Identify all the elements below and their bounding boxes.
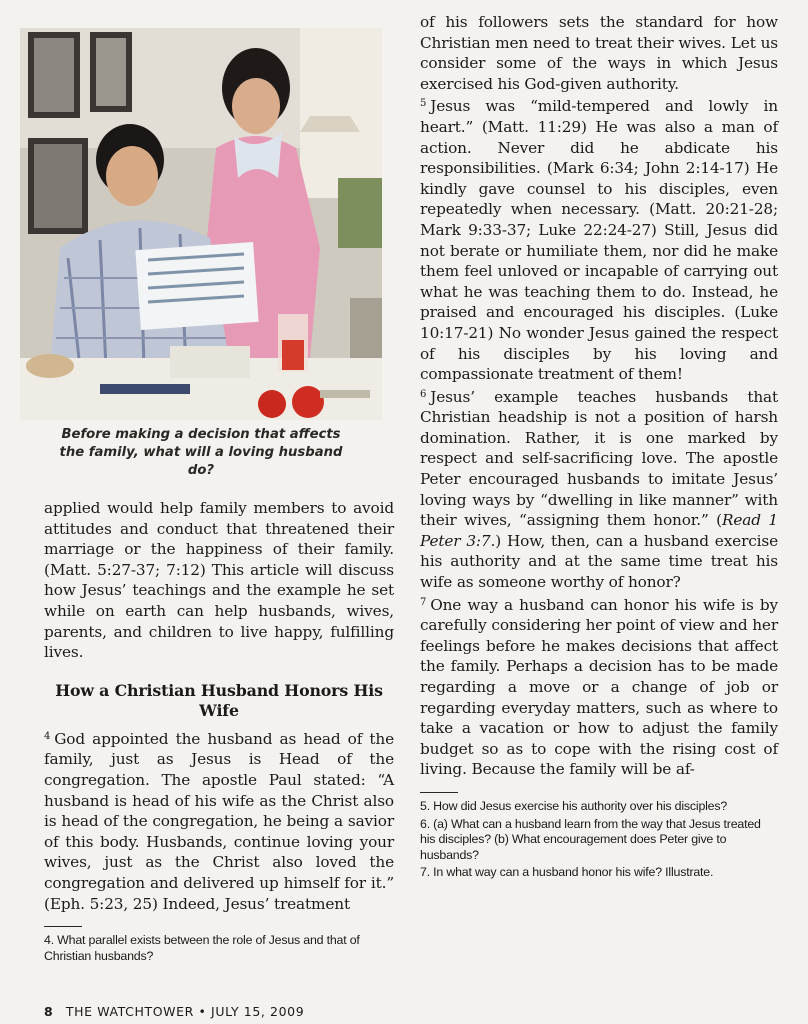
section-subheading: How a Christian Husband Honors His Wife	[55, 680, 383, 720]
paragraph-number: 4	[44, 730, 51, 742]
review-question-4: 4. What parallel exists between the role of Jesus and that of Christian husbands?	[44, 933, 360, 963]
page-footer	[44, 1004, 304, 1019]
publication-name: THE WATCHTOWER	[65, 1004, 194, 1019]
scripture-reference: Read 1 Peter 3:7.	[420, 511, 778, 550]
review-question-6: 6. (a) What can a husband learn from the way that Jesus treated his disciples? (b) What encouragement does Peter give to husbands?	[420, 816, 761, 862]
review-question-7: 7. In what way can a husband honor his wife? Illustrate.	[420, 865, 714, 880]
paragraph-text: God appointed the husband as head of the family, just as Jesus is Head of the congregation. The apostle Paul stated: “A husband is head of his wife as the Christ also is head of the congregation, he being a savior of this body. Husbands, continue loving your wives, just as the Christ also loved the congregation and delivered up himself for it.” (Eph. 5:23, 25) Indeed, Jesus’ treatment	[44, 729, 394, 913]
paragraph-text: Jesus’ example teaches husbands that Christian headship is not a position of harsh domination. Rather, it is one marked by respect and self-sacrificing love. The apostle Peter encouraged husbands to imitate Jesus’ loving ways by “dwelling in like manner” with their wives, “assigning them honor.” (	[420, 387, 778, 530]
intro-paragraph: applied would help family members to avoid attitudes and conduct that threatened their marriage or the happiness of their family. (Matt. 5:27-37; 7:12) This article will discuss how Jesus’ teachings and the example he set while on earth can help husbands, wives, parents, and children to live happy, fulfilling lives.	[44, 499, 394, 662]
footer-separator: •	[198, 1004, 207, 1019]
paragraph-4	[44, 727, 394, 914]
right-column	[420, 12, 778, 883]
paragraph-text: One way a husband can honor his wife is by carefully considering her point of view and her feelings before he makes decisions that affect the family. Perhaps a decision has to be made regarding a move or a change of job or regarding everyday matters, such as where to take a vacation or how to adjust the family budget so as to cope with the rising cost of living. Because the family will be af-	[420, 595, 778, 779]
footnotes-left	[44, 933, 394, 964]
page-number: 8	[44, 1004, 54, 1019]
article-photo	[20, 28, 382, 420]
paragraph-6	[420, 385, 778, 593]
footnote-divider	[44, 926, 82, 927]
paragraph-number: 6	[420, 388, 427, 400]
left-column	[44, 498, 394, 966]
footnotes-right	[420, 799, 778, 881]
paragraph-number: 7	[420, 596, 427, 608]
photo-caption: Before making a decision that affects the family, what will a loving husband do?	[59, 427, 343, 478]
paragraph-text: Jesus was “mild-tempered and lowly in heart.” (Matt. 11:29) He was also a man of action. Never did he abdicate his responsibilities. (Mark 6:34; John 2:14-17) He kindly gave counsel to his disciples, even repeatedly when necessary. (Matt. 20:21-28; Mark 9:33-37; Luke 22:24-27) Still, Jesus did not berate or humiliate them, nor did he make them feel unloved or incapable of carrying out what he was teaching them to do. Instead, he praised and encouraged his disciples. (Luke 10:17-21) No wonder Jesus gained the respect of his disciples by his loving and compassionate treatment of them!	[420, 97, 778, 384]
footnote-divider	[420, 792, 458, 793]
photo-illustration	[20, 28, 382, 420]
paragraph-number: 5	[420, 98, 427, 110]
paragraph-7	[420, 593, 778, 780]
continuation-paragraph: of his followers sets the standard for how Christian men need to treat their wives. Let us consider some of the ways in which Jesus exercised his God-given authority.	[420, 13, 778, 93]
paragraph-5	[420, 94, 778, 384]
review-question-5: 5. How did Jesus exercise his authority over his disciples?	[420, 798, 728, 813]
issue-date: JULY 15, 2009	[211, 1004, 305, 1019]
paragraph-text: ) How, then, can a husband exercise his authority and at the same time treat his wife as someone worthy of honor?	[420, 531, 779, 592]
